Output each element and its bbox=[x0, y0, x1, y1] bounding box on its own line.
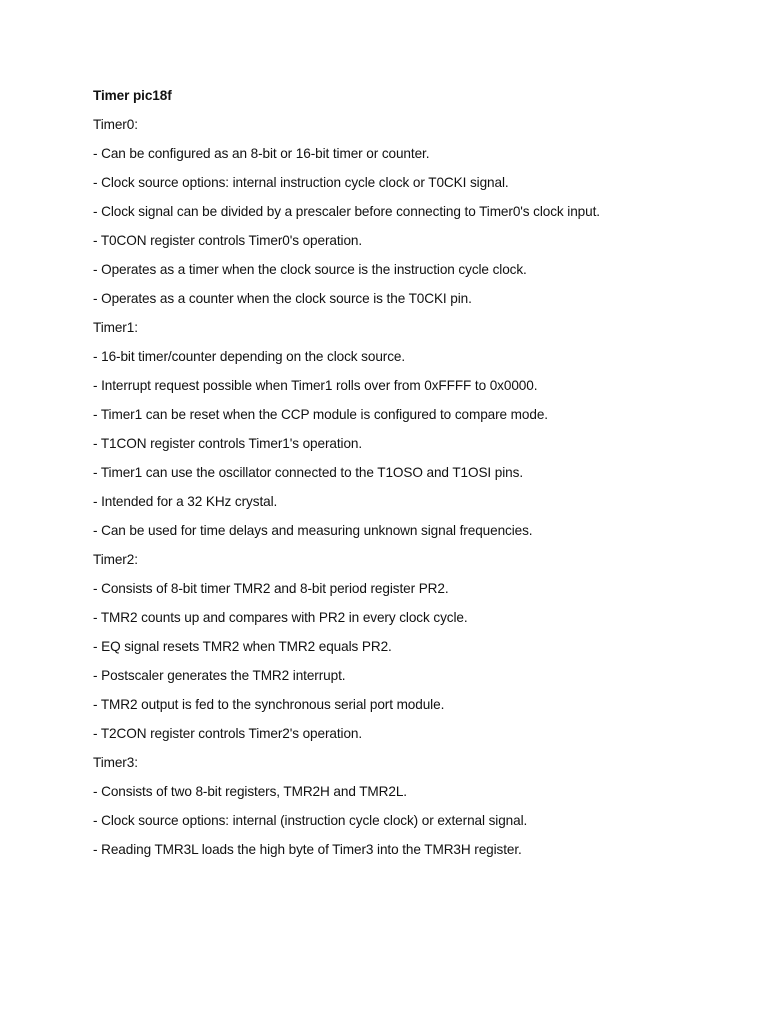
bullet-line: - Interrupt request possible when Timer1 rolls over from 0xFFFF to 0x0000. bbox=[93, 378, 538, 393]
bullet-line: - T0CON register controls Timer0's operation. bbox=[93, 233, 363, 248]
section-heading-timer0: Timer0: bbox=[93, 117, 138, 132]
bullet-line: - TMR2 counts up and compares with PR2 in every clock cycle. bbox=[93, 610, 468, 625]
bullet-line: - Clock source options: internal (instruction cycle clock) or external signal. bbox=[93, 813, 528, 828]
bullet-line: - Postscaler generates the TMR2 interrupt. bbox=[93, 668, 346, 683]
document-title: Timer pic18f bbox=[93, 88, 172, 103]
bullet-line: - T2CON register controls Timer2's operation. bbox=[93, 726, 363, 741]
bullet-line: - Operates as a counter when the clock source is the T0CKI pin. bbox=[93, 291, 472, 306]
bullet-line: - Reading TMR3L loads the high byte of Timer3 into the TMR3H register. bbox=[93, 842, 522, 857]
bullet-line: - Operates as a timer when the clock source is the instruction cycle clock. bbox=[93, 262, 527, 277]
bullet-line: - 16-bit timer/counter depending on the clock source. bbox=[93, 349, 406, 364]
bullet-line: - Can be used for time delays and measuring unknown signal frequencies. bbox=[93, 523, 533, 538]
section-heading-timer3: Timer3: bbox=[93, 755, 138, 770]
bullet-line: - EQ signal resets TMR2 when TMR2 equals PR2. bbox=[93, 639, 392, 654]
bullet-line: - T1CON register controls Timer1's operation. bbox=[93, 436, 363, 451]
bullet-line: - Clock source options: internal instruction cycle clock or T0CKI signal. bbox=[93, 175, 509, 190]
bullet-line: - Can be configured as an 8-bit or 16-bit timer or counter. bbox=[93, 146, 430, 161]
bullet-line: - TMR2 output is fed to the synchronous serial port module. bbox=[93, 697, 445, 712]
bullet-line: - Timer1 can be reset when the CCP module is configured to compare mode. bbox=[93, 407, 548, 422]
section-heading-timer2: Timer2: bbox=[93, 552, 138, 567]
section-heading-timer1: Timer1: bbox=[93, 320, 138, 335]
bullet-line: - Consists of two 8-bit registers, TMR2H and TMR2L. bbox=[93, 784, 407, 799]
bullet-line: - Consists of 8-bit timer TMR2 and 8-bit period register PR2. bbox=[93, 581, 449, 596]
document-page bbox=[93, 84, 733, 867]
bullet-line: - Clock signal can be divided by a prescaler before connecting to Timer0's clock input. bbox=[93, 204, 600, 219]
bullet-line: - Timer1 can use the oscillator connected to the T1OSO and T1OSI pins. bbox=[93, 465, 523, 480]
bullet-line: - Intended for a 32 KHz crystal. bbox=[93, 494, 278, 509]
